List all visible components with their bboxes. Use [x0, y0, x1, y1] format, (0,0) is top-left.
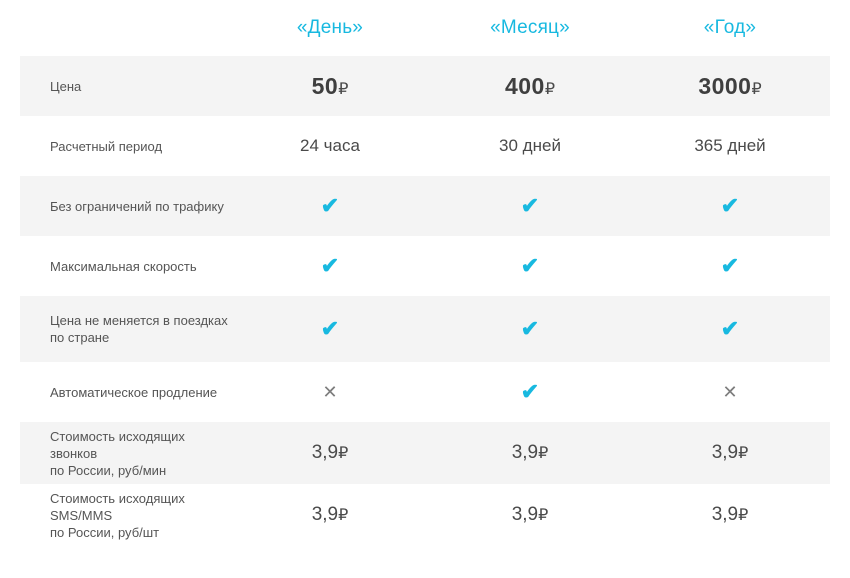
cell-unlimited-traffic-day — [230, 176, 430, 236]
cell-sms-cost-day — [230, 484, 430, 546]
feature-label-max-speed: Максимальная скорость — [20, 236, 230, 296]
feature-label-call-cost — [20, 422, 230, 484]
feature-label-line2: по России, руб/мин — [50, 462, 167, 478]
check-icon: ✔ — [720, 315, 740, 341]
period-value-year: 365 дней — [694, 136, 766, 155]
feature-label-line1: Цена не меняется в поездках — [50, 313, 228, 328]
check-icon: ✔ — [520, 315, 540, 341]
cell-same-price-travel-month — [430, 296, 630, 362]
cell-period-year — [630, 116, 830, 176]
header-cell-plan-month — [430, 0, 630, 56]
table-row — [20, 362, 830, 422]
currency-symbol: ₽ — [738, 445, 749, 462]
table-header-row — [20, 0, 830, 56]
table-row — [20, 176, 830, 236]
period-value-month: 30 дней — [499, 136, 561, 155]
currency-symbol: ₽ — [538, 507, 549, 524]
cell-call-cost-month — [430, 422, 630, 484]
cell-same-price-travel-year — [630, 296, 830, 362]
cell-max-speed-day — [230, 236, 430, 296]
feature-label-line1: Стоимость исходящих звонков — [50, 428, 185, 461]
sms-cost-value-year: 3,9 — [711, 504, 739, 525]
header-cell-empty — [20, 0, 230, 56]
plan-title-year: «Год» — [703, 17, 757, 38]
feature-label-line2: по стране — [50, 330, 110, 345]
sms-cost-value-day: 3,9 — [311, 504, 339, 525]
check-icon: ✔ — [320, 252, 340, 278]
check-icon: ✔ — [320, 315, 340, 341]
period-value-day: 24 часа — [300, 136, 360, 155]
feature-label-price: Цена — [20, 56, 230, 116]
check-icon: ✔ — [520, 252, 540, 278]
cell-period-day — [230, 116, 430, 176]
cell-price-month — [430, 56, 630, 116]
check-icon: ✔ — [720, 192, 740, 218]
sms-cost-value-month: 3,9 — [511, 504, 539, 525]
currency-symbol: ₽ — [538, 445, 549, 462]
currency-symbol: ₽ — [544, 80, 556, 98]
plan-title-day: «День» — [296, 17, 364, 38]
cell-sms-cost-month — [430, 484, 630, 546]
feature-label-auto-renewal: Автоматическое продление — [20, 362, 230, 422]
check-icon: ✔ — [520, 378, 540, 404]
cell-auto-renewal-day — [230, 362, 430, 422]
header-cell-plan-day — [230, 0, 430, 56]
price-value-month: 400 — [504, 72, 545, 99]
table-body — [20, 56, 830, 546]
cell-call-cost-year — [630, 422, 830, 484]
cell-unlimited-traffic-month — [430, 176, 630, 236]
table-row — [20, 116, 830, 176]
cell-price-day — [230, 56, 430, 116]
price-value-day: 50 — [311, 72, 339, 99]
table-row — [20, 236, 830, 296]
table-row — [20, 56, 830, 116]
cell-call-cost-day — [230, 422, 430, 484]
check-icon: ✔ — [320, 192, 340, 218]
table-row — [20, 484, 830, 546]
check-icon: ✔ — [520, 192, 540, 218]
pricing-table — [20, 0, 830, 546]
table-header — [20, 0, 830, 56]
check-icon: ✔ — [720, 252, 740, 278]
feature-label-unlimited-traffic: Без ограничений по трафику — [20, 176, 230, 236]
cell-sms-cost-year — [630, 484, 830, 546]
feature-label-same-price-travel — [20, 296, 230, 362]
price-value-year: 3000 — [698, 72, 752, 99]
cell-period-month — [430, 116, 630, 176]
feature-label-line2: по России, руб/шт — [50, 524, 160, 540]
cell-price-year — [630, 56, 830, 116]
cell-auto-renewal-year — [630, 362, 830, 422]
plan-title-month: «Месяц» — [490, 17, 570, 38]
header-cell-plan-year — [630, 0, 830, 56]
table-row — [20, 296, 830, 362]
cell-same-price-travel-day — [230, 296, 430, 362]
cross-icon: ✕ — [722, 382, 738, 402]
cell-unlimited-traffic-year — [630, 176, 830, 236]
cell-max-speed-month — [430, 236, 630, 296]
call-cost-value-day: 3,9 — [311, 442, 339, 463]
currency-symbol: ₽ — [738, 507, 749, 524]
currency-symbol: ₽ — [338, 80, 349, 98]
cell-max-speed-year — [630, 236, 830, 296]
table-row — [20, 422, 830, 484]
cell-auto-renewal-month — [430, 362, 630, 422]
call-cost-value-year: 3,9 — [711, 442, 739, 463]
cross-icon: ✕ — [322, 382, 338, 402]
call-cost-value-month: 3,9 — [511, 442, 539, 463]
currency-symbol: ₽ — [751, 80, 762, 98]
currency-symbol: ₽ — [338, 445, 349, 462]
feature-label-line1: Стоимость исходящих SMS/MMS — [50, 490, 185, 523]
currency-symbol: ₽ — [338, 507, 349, 524]
feature-label-sms-cost — [20, 484, 230, 546]
feature-label-period: Расчетный период — [20, 116, 230, 176]
